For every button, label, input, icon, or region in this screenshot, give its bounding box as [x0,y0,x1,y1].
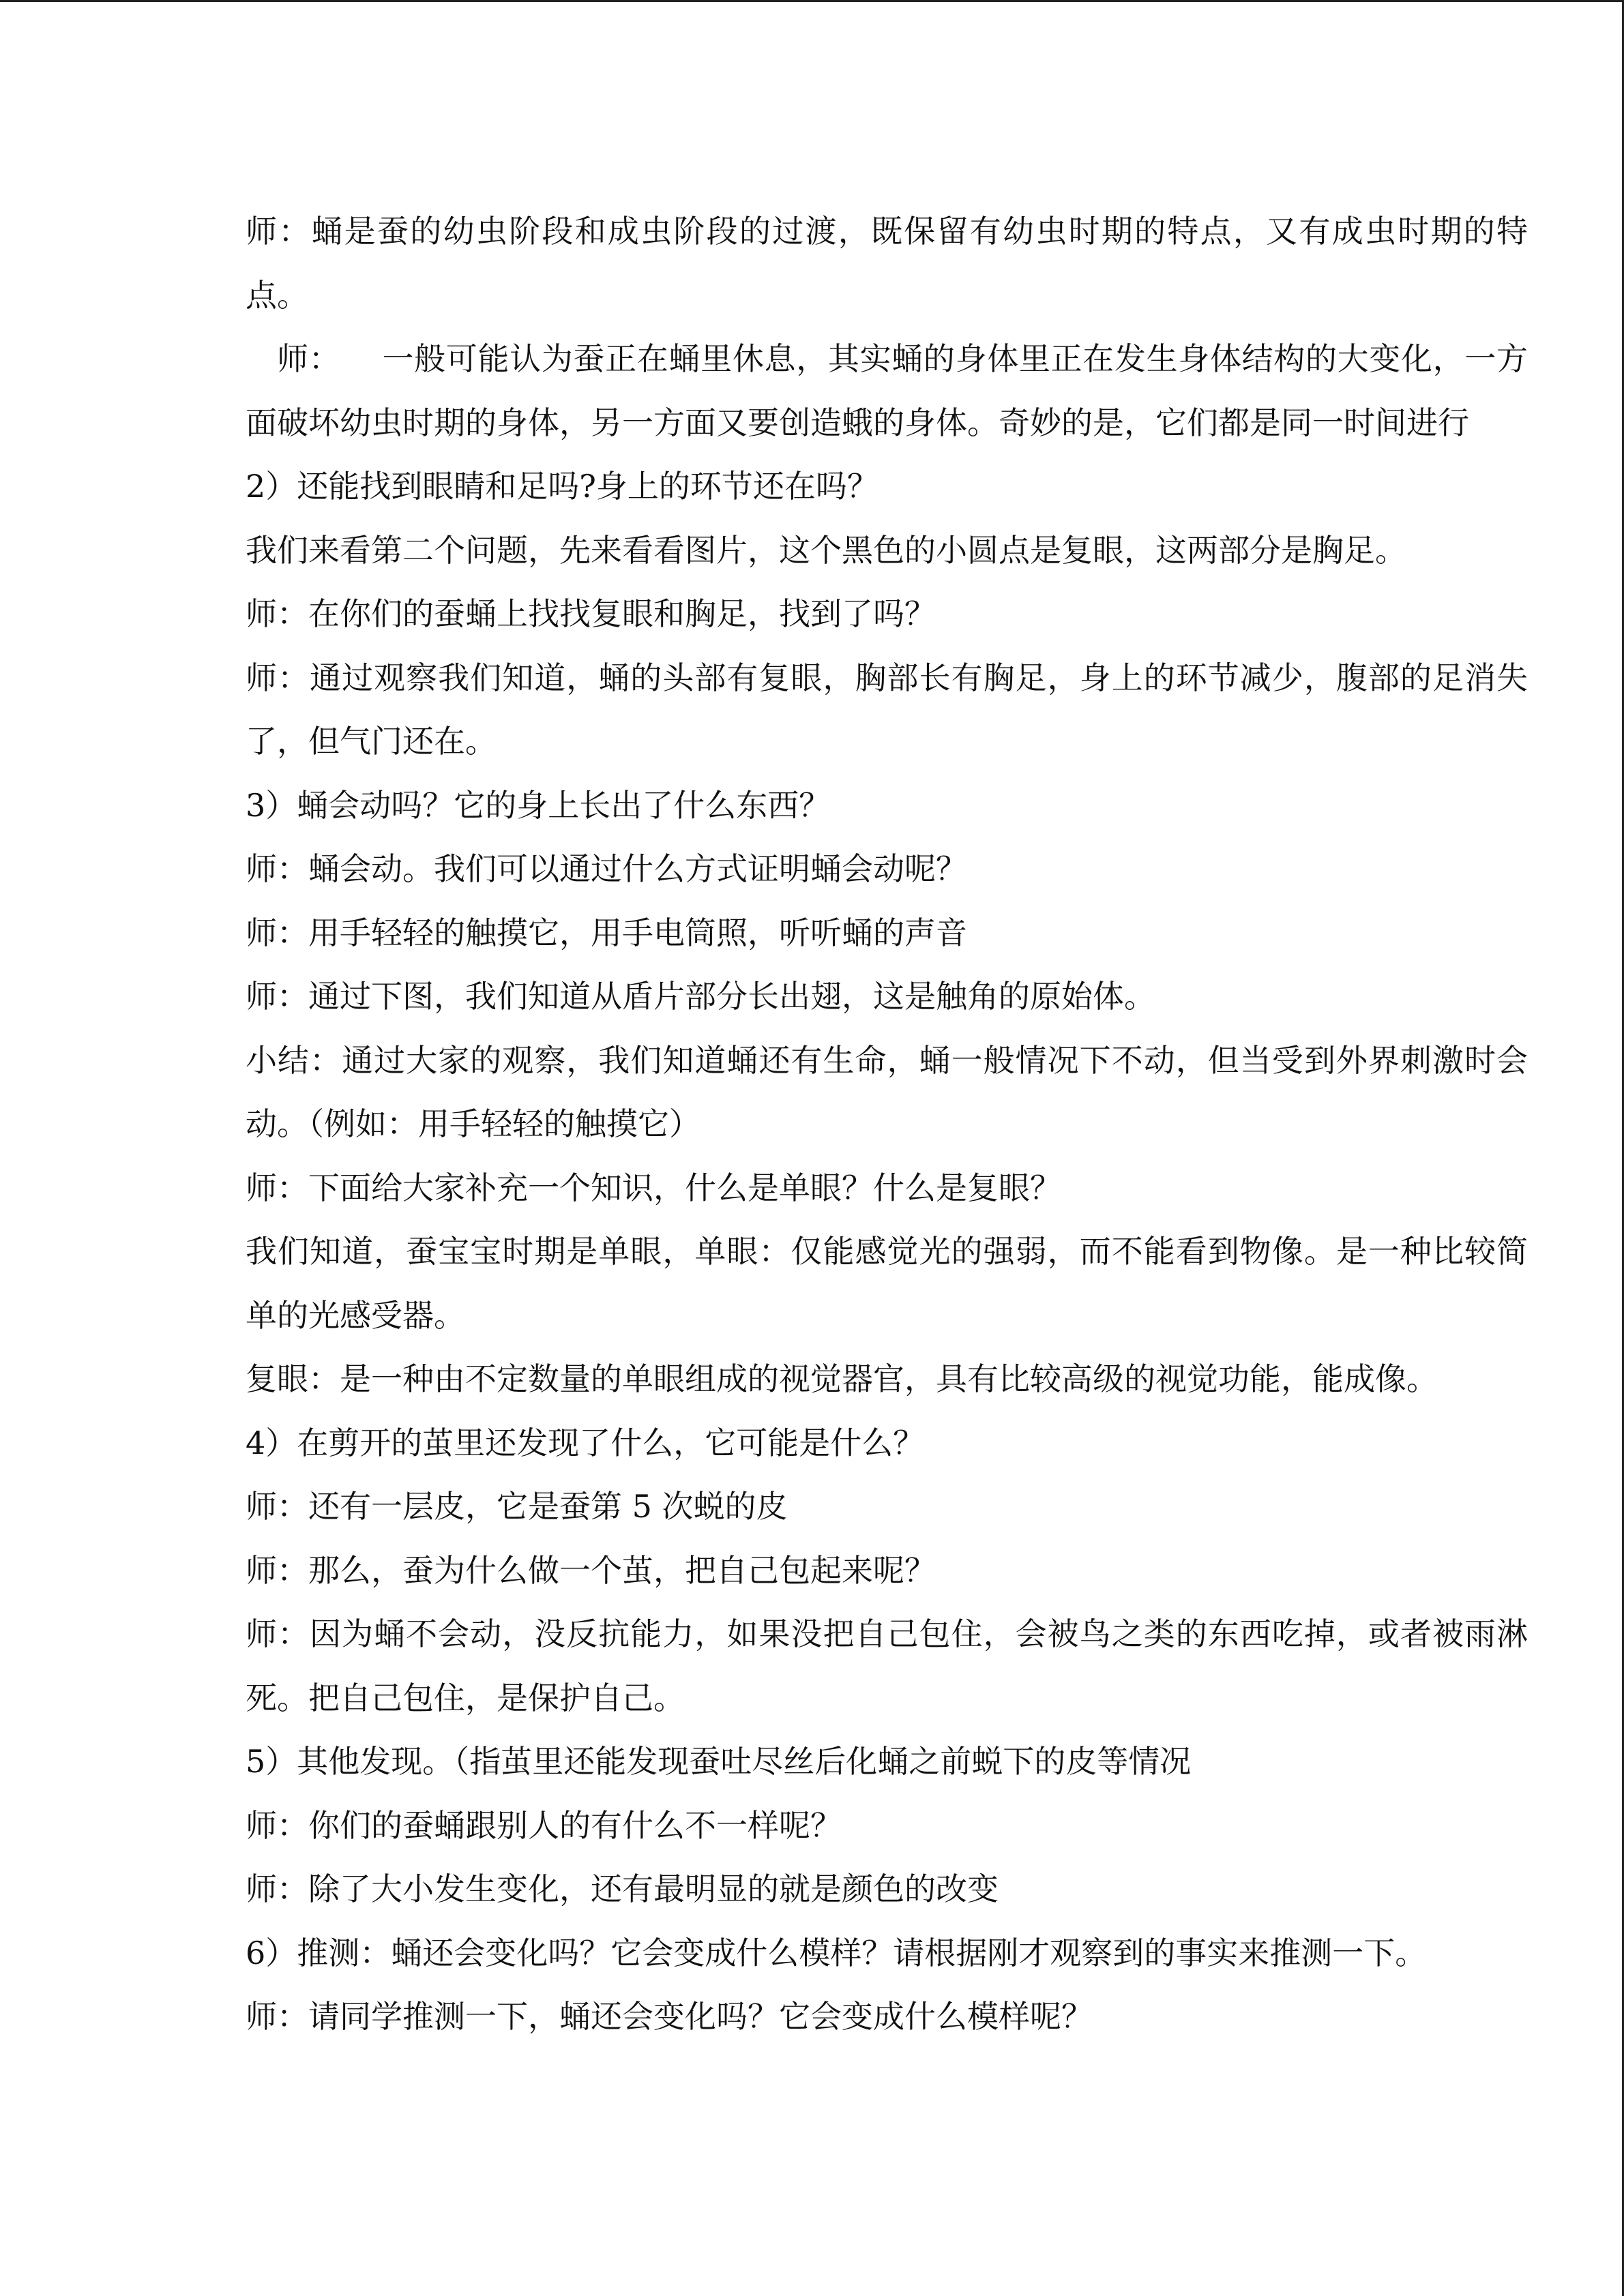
paragraph-pupa-change: 师： 一般可能认为蚕正在蛹里休息，其实蛹的身体里正在发生身体结构的大变化，一方面破坏幼虫时期的身体，另一方面又要创造蛾的身体。奇妙的是，它们都是同一时间进行 [246,340,1528,441]
question-6: 6）推测：蛹还会变化吗？它会变成什么模样？请根据刚才观察到的事实来推测一下。 [246,1934,1427,1971]
question-3: 3）蛹会动吗？它的身上长出了什么东西？ [246,786,831,824]
question-2: 2）还能找到眼睛和足吗?身上的环节还在吗？ [246,468,879,505]
question-5: 5）其他发现。（指茧里还能发现蚕吐尽丝后化蛹之前蜕下的皮等情况 [246,1743,1192,1780]
paragraph-summary: 小结：通过大家的观察，我们知道蛹还有生命，蛹一般情况下不动，但当受到外界刺激时会动。（例如：用手轻轻的触摸它） [246,1041,1528,1142]
paragraph-simple-eye: 我们知道，蚕宝宝时期是单眼，单眼：仅能感觉光的强弱，而不能看到物像。是一种比较简单的光感受器。 [246,1233,1528,1334]
paragraph-touch-pupa: 师：用手轻轻的触摸它，用手电筒照，听听蛹的声音 [246,914,967,951]
paragraph-eye-knowledge: 师：下面给大家补充一个知识，什么是单眼？什么是复眼？ [246,1169,1061,1206]
paragraph-find-eyes: 师：在你们的蚕蛹上找找复眼和胸足，找到了吗？ [246,595,936,632]
question-4: 4）在剪开的茧里还发现了什么，它可能是什么？ [246,1424,925,1461]
paragraph-observation-result: 师：通过观察我们知道，蛹的头部有复眼，胸部长有胸足，身上的环节减少，腹部的足消失了，但气门还在。 [246,659,1528,760]
paragraph-compound-eye: 复眼：是一种由不定数量的单眼组成的视觉器官，具有比较高级的视觉功能，能成像。 [246,1360,1438,1397]
paragraph-why-cocoon: 师：那么，蚕为什么做一个茧，把自己包起来呢？ [246,1551,936,1589]
paragraph-compound-eye-picture: 我们来看第二个问题，先来看看图片，这个黑色的小圆点是复眼，这两部分是胸足。 [246,531,1406,569]
paragraph-predict: 师：请同学推测一下，蛹还会变化吗？它会变成什么模样呢？ [246,1998,1093,2035]
paragraph-pupa-transition: 师：蛹是蚕的幼虫阶段和成虫阶段的过渡，既保留有幼虫时期的特点，又有成虫时期的特点。 [246,213,1528,314]
document-body [246,200,1528,2049]
paragraph-color-change: 师：除了大小发生变化，还有最明显的就是颜色的改变 [246,1870,999,1907]
paragraph-wings: 师：通过下图，我们知道从盾片部分长出翅，这是触角的原始体。 [246,978,1155,1015]
paragraph-cocoon-protection: 师：因为蛹不会动，没反抗能力，如果没把自己包住，会被鸟之类的东西吃掉，或者被雨淋死。把自己包住，是保护自己。 [246,1615,1528,1716]
paragraph-pupa-moves: 师：蛹会动。我们可以通过什么方式证明蛹会动呢？ [246,850,967,887]
paragraph-compare-pupae: 师：你们的蚕蛹跟别人的有什么不一样呢？ [246,1806,842,1844]
paragraph-molted-skin: 师：还有一层皮，它是蚕第 5 次蜕的皮 [246,1488,788,1525]
